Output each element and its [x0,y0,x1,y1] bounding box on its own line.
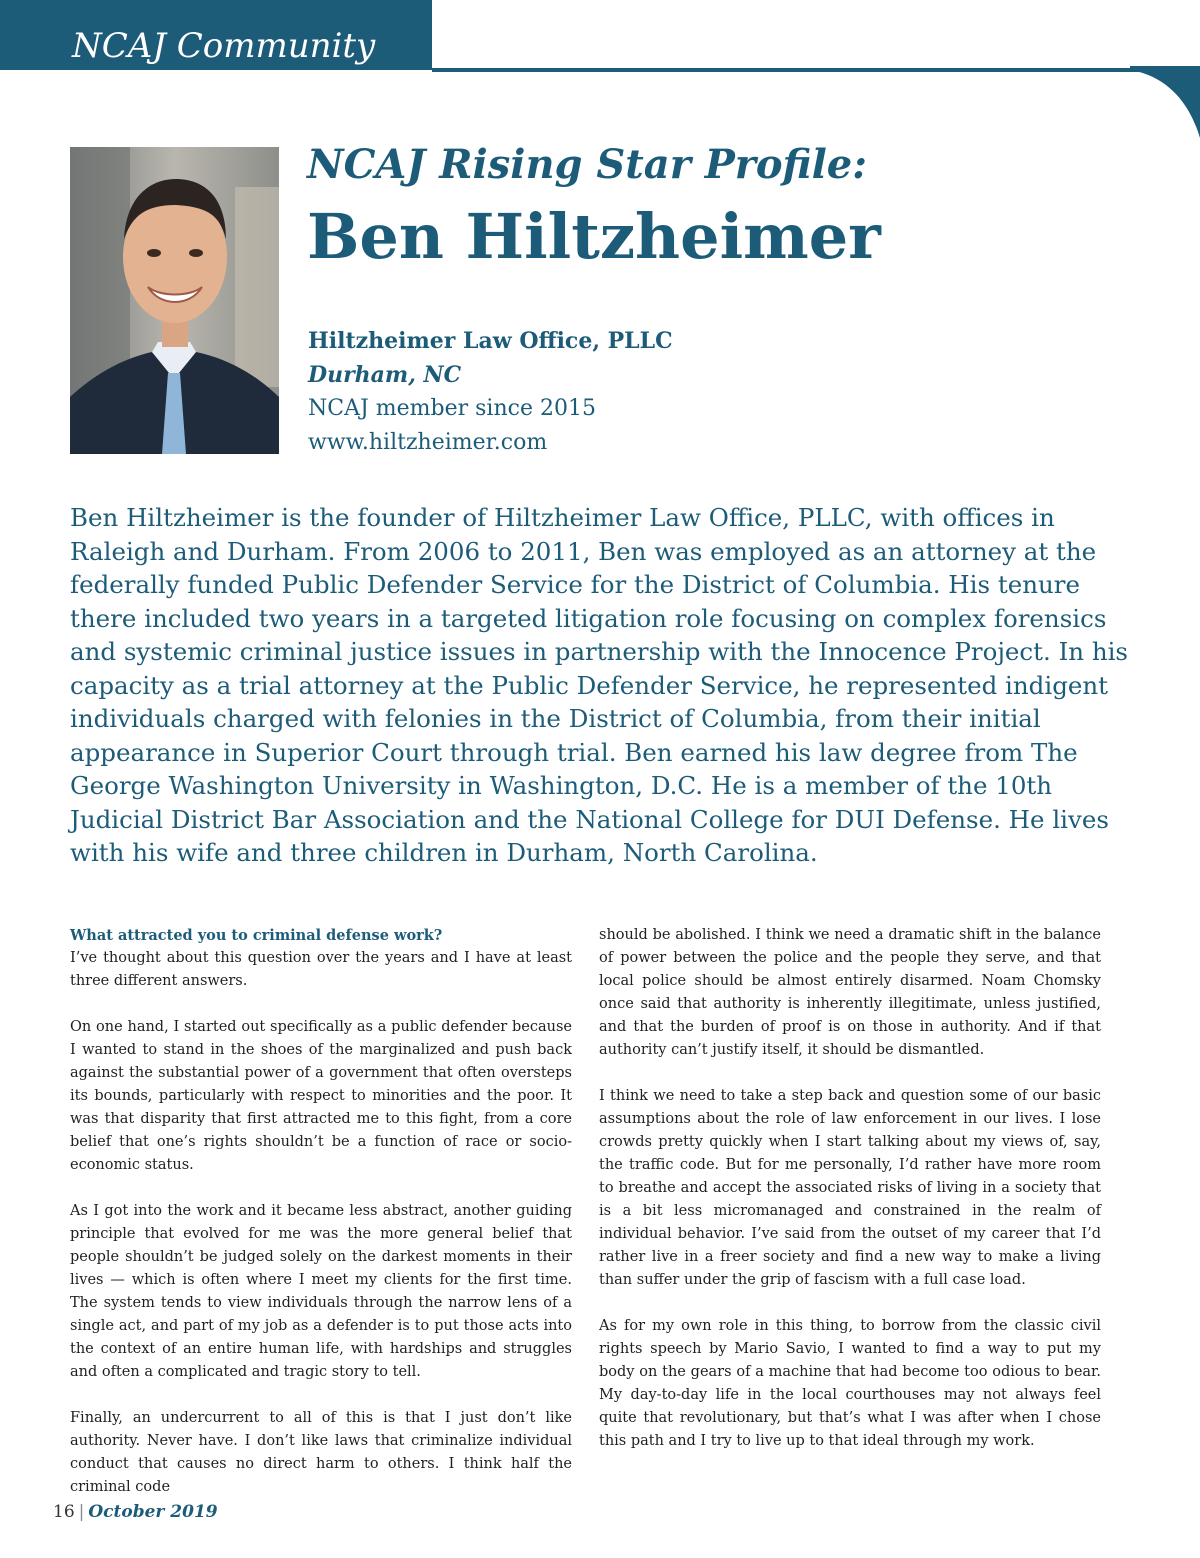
answer-paragraph: Finally, an undercurrent to all of this is that I just don’t like authority. Never have. I don’t like laws that criminalize individual conduct that causes no direct harm to others. I think half the criminal code [70,1410,572,1495]
section-label: NCAJ Community [72,26,376,66]
portrait-photo [70,147,279,454]
answer-paragraph: should be abolished. I think we need a dramatic shift in the balance of power between the police and the people they serve, and that local police should be almost entirely disarmed. Noam Chomsky once said that authority is inherently illegitimate, unless justified, and that the burden of proof is on those in authority. And if that authority can’t justify itself, it should be dismantled. [599,927,1101,1058]
interview-column-left [70,924,572,1499]
interview-question: What attracted you to criminal defense work? [70,927,443,944]
website-link[interactable]: www.hiltzheimer.com [308,430,548,455]
answer-paragraph: As for my own role in this thing, to borrow from the classic civil rights speech by Mario Savio, I wanted to find a way to put my body on the gears of a machine that had become too odious to bear. My day-to-day life in the local courthouses may not always feel quite that revolutionary, but that’s what I was after when I chose this path and I try to live up to that ideal through my work. [599,1318,1101,1449]
issue-date: October 2019 [88,1502,218,1522]
profile-name: Ben Hiltzheimer [307,200,881,273]
firm-name: Hiltzheimer Law Office, PLLC [308,328,673,354]
contact-block [308,324,673,460]
footer-separator: | [78,1502,85,1522]
interview-column-right [599,924,1101,1453]
firm-city: Durham, NC [308,362,462,388]
answer-paragraph: As I got into the work and it became less abstract, another guiding principle that evolved for me was the more general belief that people shouldn’t be judged solely on the darkest moments in their lives — which is often where I meet my clients for the first time. The system tends to view individuals through the narrow lens of a single act, and part of my job as a defender is to put those acts into the context of an entire human life, with hardships and struggles and often a complicated and tragic story to tell. [70,1203,572,1380]
profile-kicker: NCAJ Rising Star Profile: [307,141,868,188]
answer-paragraph: I’ve thought about this question over the years and I have at least three different answers. [70,950,572,989]
header-rule [432,68,1140,72]
member-since: NCAJ member since 2015 [308,396,596,421]
intro-paragraph: Ben Hiltzheimer is the founder of Hiltzheimer Law Office, PLLC, with offices in Raleigh and Durham. From 2006 to 2011, Ben was employed as an attorney at the federally funded Public Defender Service for the District of Columbia. His tenure there included two years in a targeted litigation role focusing on complex forensics and systemic criminal justice issues in partnership with the Innocence Project. In his capacity as a trial attorney at the Public Defender Service, he represented indigent individuals charged with felonies in the District of Columbia, from their initial appearance in Superior Court through trial. Ben earned his law degree from The George Washington University in Washington, D.C. He is a member of the 10th Judicial District Bar Association and the National College for DUI Defense. He lives with his wife and three children in Durham, North Carolina. [70,503,1129,867]
answer-paragraph: I think we need to take a step back and question some of our basic assumptions about the role of law enforcement in our lives. I lose crowds pretty quickly when I start talking about my views of, say, the traffic code. But for me personally, I’d rather have more room to breathe and accept the associated risks of living in a society that is a bit less micromanaged and constrained in the realm of individual behavior. I’ve said from the outset of my career that I’d rather live in a freer society and find a new way to make a living than suffer under the grip of fascism with a full case load. [599,1088,1101,1288]
page-footer [53,1500,218,1524]
corner-swoosh-decoration [1130,66,1200,138]
answer-paragraph: On one hand, I started out specifically as a public defender because I wanted to stand in the shoes of the marginalized and push back against the substantial power of a government that often oversteps its bounds, particularly with respect to minorities and the poor. It was that disparity that first attracted me to this fight, from a core belief that one’s rights shouldn’t be a function of race or socio-economic status. [70,1019,572,1173]
page-number: 16 [53,1502,75,1522]
